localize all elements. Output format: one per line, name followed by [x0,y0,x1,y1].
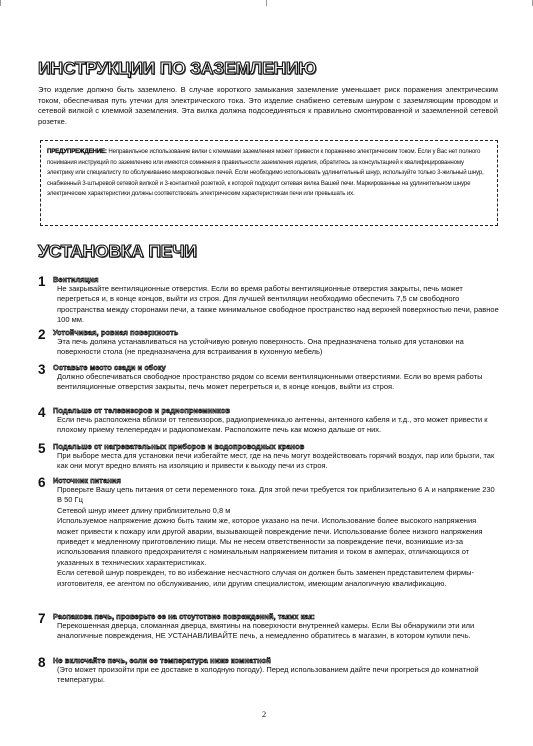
section-number: 6 [38,475,46,490]
warning-text: Неправильное использование вилки с клеммами заземления может привести к поражению электрическим током. Если у Вас нет полного понимания инструкций по заземлению или имеются сомнения в правильности заземления изделия, обратитесь за консультацией к квалифицированному электрику или специалисту по обслуживанию микроволновых печей. Если необходимо использовать удлинительный шнур, используйте только 3-жильный шнур, снабженный 3-штыревой сетевой вилкой и 3-контактной розеткой, к которой подходит сетевая вилка Вашей печи. Маркированные на удлинительном шнуре электрические характеристики должны соответствовать электрическим характеристикам печи или превышать их. [47,148,484,197]
warning-label: ПРЕДУПРЕЖДЕНИЕ: [47,148,107,155]
grounding-text: Это изделие должно быть заземлено. В случае короткого замыкания заземление уменьшает риск поражения электрическим током, обеспечивая путь утечки для электрического тока. Это изделие снабжено сетевым шнуром с заземляющим проводом и сетевой вилкой с клеммой заземления. Эта вилка должна подсоединяться к правильно смонтированной и заземленной сетевой розетке. [38,85,498,126]
section-title: Распакова печь, проверьте ее на отсутствие повреждений, таких как: [53,612,315,621]
section-title: Устойчивая, ровная поверхность [53,328,179,337]
corner-mark [266,0,267,6]
section-number: 2 [38,327,46,342]
section-number: 4 [38,405,46,420]
warning-box [40,140,498,226]
page-number: 2 [262,709,267,719]
section-text: Эта печь должна устанавливаться на устойчивую ровную поверхность. Она предназначена только для установки на поверхности стола (не предназначена для встраивания в кухонную мебель) [57,337,464,357]
install-heading: УСТАНОВКА ПЕЧИ [38,241,197,261]
section-number: 8 [38,655,46,670]
grounding-heading: ИНСТРУКЦИИ ПО ЗАЗЕМЛЕНИЮ [38,58,317,78]
section-title: Оставьте место сзади и сбоку [53,363,166,372]
section-title: Вентиляция [53,275,99,284]
section-title: Источник питания [53,476,121,485]
section-title: Подальше от телевизоров и радиоприемников [53,406,230,415]
section-number: 3 [38,362,46,377]
section-number: 7 [38,611,46,626]
section-title: Не включайте печь, если ее температура ниже комнатной [53,656,271,665]
section-number: 1 [38,274,46,289]
section-text: (Это может произойти при ее доставке в холодную погоду). Перед использованием дайте печи прогреться до комнатной температуры. [57,665,479,685]
warning-paragraph [47,147,489,200]
section-text: При выборе места для установки печи избегайте мест, где на печь могут воздействовать горячий воздух, пар или брызги, так как они могут вредно влиять на изоляцию и привести к выходу печи из строя. [57,451,495,471]
corner-mark [0,0,1,6]
section-text: Не закрывайте вентиляционные отверстия. Если во время работы вентиляционные отверстия закрыты, печь может перегреться и, в конце концов, выйти из строя. Для лучшей вентиляции необходимо обеспечить 7,5 см свободного пространства между сторонами печи, а также минимальное свободное пространство над верхней поверхностью печи, равное 100 мм. [57,284,499,325]
section-text: Если печь расположена вблизи от телевизоров, радиоприемника,ю антенны, антенного кабеля и т.д., это может привести к плохому приему телепередач и радиопомехам. Расположите печь как можно дальше от них. [57,415,488,435]
section-title: Подальше от нагревательных приборов и водопроводных кранов [53,442,305,451]
section-text: Перекошенная дверца, сломанная дверца, вмятины на поверхности внутренней камеры. Если Вы обнаружили эти или аналогичные повреждения, НЕ УСТАНАВЛИВАЙТЕ печь, а немедленно обратитесь в магазин, в котором купили печь. [57,621,475,641]
section-number: 5 [38,441,46,456]
section-text: Должно обеспечиваться свободное пространство рядом со всеми вентиляционными отверстиями. Если во время работы вентиляционные отверстия закрыты, печь может перегреться и, в конце концов, выйти из строя. [57,372,483,392]
section-text: Проверьте Вашу цепь питания от сети переменного тока. Для этой печи требуется ток приблизительно 6 А и напряжение 230 В 50 Гц Сетевой шнур имеет длину приблизительно 0,8 м Используемое напряжение дожно быть таким же, которое указано на печи. Использование более высокого напряжения может привести к пожару или другой аварии, вызывающей повреждение печи. Использование более низкого напряжения приведет к медленному приготовлению пищи. Мы не несем ответственности за повреждение печи, возникшие из-за использования плавкого предохранителя с номинальным напряжением питания и током в амперах, отличающихся от указанных в технических характеристиках. Если сетевой шнур поврежден, то во избежание несчастного случая он должен быть заменен представителем фирмы-изготовителя, ее агентом по обслуживанию, или другим специалистом, имеющим аналогичную квалификацию. [57,485,495,588]
